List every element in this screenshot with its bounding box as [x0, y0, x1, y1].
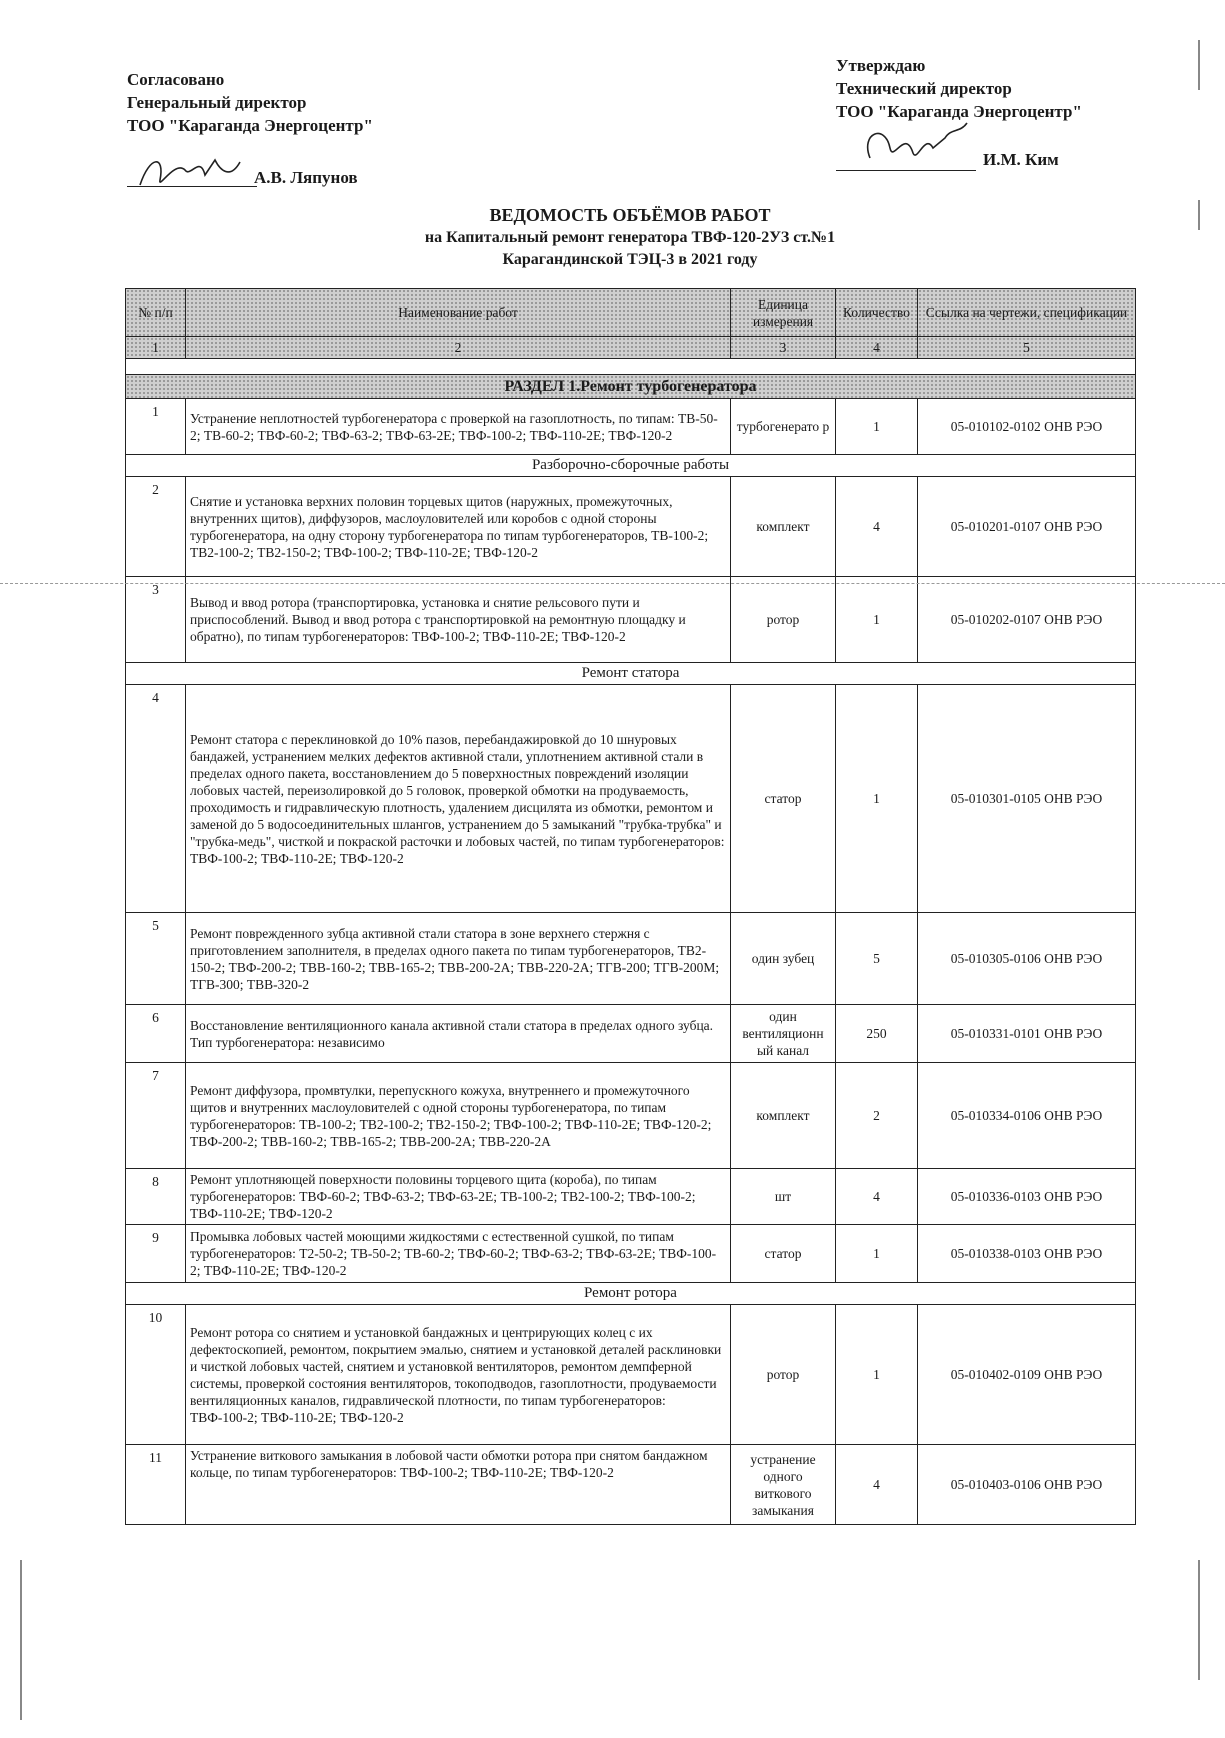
table-row: [126, 577, 1136, 663]
section-row: [126, 375, 1136, 399]
row-ref: 05-010336-0103 ОНВ РЭО: [918, 1169, 1136, 1225]
doc-subtitle-2: Карагандинской ТЭЦ-3 в 2021 году: [502, 251, 758, 268]
header-unit: Единица измерения: [731, 289, 836, 337]
row-number: 5: [126, 913, 186, 1005]
col-number: 4: [836, 337, 918, 359]
scan-margin-mark: [1198, 1560, 1200, 1680]
signature-left: [130, 150, 260, 195]
row-number: 11: [126, 1445, 186, 1525]
approval-right-line2: Технический директор: [836, 79, 1012, 98]
approval-right-line1: Утверждаю: [836, 56, 926, 75]
row-name: Промывка лобовых частей моющими жидкостями с естественной сушкой, по типам турбогенераторов: Т2-50-2; ТВ-50-2; ТВ-60-2; ТВФ-60-2; ТВФ-63-2; ТВФ-63-2Е; ТВФ-100-2; ТВФ-110-2Е; ТВФ-120-2: [186, 1225, 731, 1283]
table-row: [126, 477, 1136, 577]
row-number: 4: [126, 685, 186, 913]
row-name: Устранение виткового замыкания в лобовой части обмотки ротора при снятом бандажном кольце, по типам турбогенераторов: ТВФ-100-2; ТВФ-110-2Е; ТВФ-120-2: [186, 1445, 731, 1525]
table-row: [126, 1169, 1136, 1225]
row-qty: 2: [836, 1063, 918, 1169]
row-qty: 5: [836, 913, 918, 1005]
row-unit: ротор: [731, 1305, 836, 1445]
row-ref: 05-010338-0103 ОНВ РЭО: [918, 1225, 1136, 1283]
row-qty: 1: [836, 1225, 918, 1283]
row-unit: один вентиляционн ый канал: [731, 1005, 836, 1063]
row-name: Ремонт уплотняющей поверхности половины торцевого щита (короба), по типам турбогенераторов: ТВФ-60-2; ТВФ-63-2; ТВФ-63-2Е; ТВ-100-2; ТВ2-100-2; ТВФ-100-2; ТВФ-110-2Е; ТВФ-120-2: [186, 1169, 731, 1225]
table-row: [126, 1005, 1136, 1063]
row-number: 9: [126, 1225, 186, 1283]
approval-left-line1: Согласовано: [127, 70, 225, 89]
row-qty: 1: [836, 685, 918, 913]
spacer-row: [126, 359, 1136, 375]
approval-left: [127, 68, 373, 137]
row-qty: 1: [836, 399, 918, 455]
row-ref: 05-010102-0102 ОНВ РЭО: [918, 399, 1136, 455]
scan-margin-mark: [1198, 40, 1200, 90]
subsection-title: Разборочно-сборочные работы: [126, 455, 1136, 477]
row-name: Ремонт диффузора, промвтулки, перепускного кожуха, внутреннего и промежуточного щитов и внутренних маслоуловителей с одной стороны турбогенератора, по типам турбогенераторов: ТВ-100-2; ТВ2-100-2; ТВ2-150-2; ТВФ-100-2; ТВФ-110-2Е; ТВФ-120-2; ТВФ-200-2; ТВВ-160-2; ТВВ-165-2; ТВВ-200-2А; ТВВ-220-2А: [186, 1063, 731, 1169]
col-number: 3: [731, 337, 836, 359]
subsection-row: [126, 455, 1136, 477]
approval-left-line3: ТОО "Караганда Энергоцентр": [127, 116, 373, 135]
signature-right: [855, 118, 975, 178]
approval-left-line2: Генеральный директор: [127, 93, 307, 112]
subsection-title: Ремонт статора: [126, 663, 1136, 685]
col-number: 2: [186, 337, 731, 359]
row-number: 1: [126, 399, 186, 455]
table-row: [126, 1305, 1136, 1445]
row-qty: 4: [836, 1169, 918, 1225]
row-ref: 05-010305-0106 ОНВ РЭО: [918, 913, 1136, 1005]
approval-right-line3: ТОО "Караганда Энергоцентр": [836, 102, 1082, 121]
row-unit: статор: [731, 1225, 836, 1283]
table-header-row: [126, 289, 1136, 337]
row-number: 2: [126, 477, 186, 577]
col-number: 1: [126, 337, 186, 359]
row-unit: устранение одного виткового замыкания: [731, 1445, 836, 1525]
header-name: Наименование работ: [186, 289, 731, 337]
doc-subtitle-1: на Капитальный ремонт генератора ТВФ-120-2УЗ ст.№1: [424, 229, 836, 246]
signature-line-right: [836, 170, 976, 171]
row-unit: ротор: [731, 577, 836, 663]
row-unit: один зубец: [731, 913, 836, 1005]
row-name: Снятие и установка верхних половин торцевых щитов (наружных, промежуточных, внутренних щитов), диффузоров, маслоуловителей или коробов с одной стороны турбогенератора, на одну сторону турбогенератора по типам турбогенераторов, ТВ-100-2; ТВ2-100-2; ТВ2-150-2; ТВФ-100-2; ТВФ-110-2Е; ТВФ-120-2: [186, 477, 731, 577]
row-unit: турбогенерато р: [731, 399, 836, 455]
row-number: 3: [126, 577, 186, 663]
table-row: [126, 1225, 1136, 1283]
row-unit: комплект: [731, 1063, 836, 1169]
table-row: [126, 913, 1136, 1005]
row-number: 10: [126, 1305, 186, 1445]
row-name: Ремонт статора с переклиновкой до 10% пазов, перебандажировкой до 10 шнуровых бандажей, устранением мелких дефектов активной стали, уплотнением активной стали в пределах одного пакета, восстановлением до 5 поверхностных повреждений изоляции лобовых частей, переизолировкой до 5 головок, проверкой обмотки на продуваемость, проходимость и гидравлическую плотность, удалением дисцилята из обмотки, ремонтом и заменой до 5 водосоединительных шлангов, устранением до 5 замыканий "трубка-трубка" и "трубка-медь", чисткой и покраской расточки и лобовых частей, по типам турбогенераторов: ТВФ-100-2; ТВФ-110-2Е; ТВФ-120-2: [186, 685, 731, 913]
row-ref: 05-010201-0107 ОНВ РЭО: [918, 477, 1136, 577]
row-number: 6: [126, 1005, 186, 1063]
signature-line-left: [127, 186, 257, 187]
row-unit: комплект: [731, 477, 836, 577]
section-title: РАЗДЕЛ 1.Ремонт турбогенератора: [126, 375, 1136, 399]
row-name: Ремонт поврежденного зубца активной стали статора в зоне верхнего стержня с приготовлением заполнителя, в пределах одного пакета по типам турбогенераторов, ТВ2-150-2; ТВФ-200-2; ТВВ-160-2; ТВВ-165-2; ТВВ-200-2А; ТВВ-220-2А; ТГВ-200; ТГВ-200М; ТГВ-300; ТВВ-320-2: [186, 913, 731, 1005]
approval-right-signer: И.М. Ким: [983, 150, 1059, 169]
table-row: [126, 1063, 1136, 1169]
works-table: [125, 288, 1136, 1525]
row-name: Восстановление вентиляционного канала активной стали статора в пределах одного зубца. Тип турбогенератора: независимо: [186, 1005, 731, 1063]
row-name: Ремонт ротора со снятием и установкой бандажных и центрирующих колец с их дефектоскопией, ремонтом, покрытием эмалью, снятием и установкой деталей расклиновки и чисткой лобовых частей, снятием и установкой вентиляторов, ремонтом демпферной системы, проверкой состояния вентиляторов, токоподводов, газоплотности, продуваемости вентиляционных каналов, гидравлической плотности, по типам турбогенераторов: ТВФ-100-2; ТВФ-110-2Е; ТВФ-120-2: [186, 1305, 731, 1445]
col-number: 5: [918, 337, 1136, 359]
subsection-title: Ремонт ротора: [126, 1283, 1136, 1305]
row-ref: 05-010331-0101 ОНВ РЭО: [918, 1005, 1136, 1063]
subsection-row: [126, 1283, 1136, 1305]
row-ref: 05-010301-0105 ОНВ РЭО: [918, 685, 1136, 913]
row-qty: 4: [836, 1445, 918, 1525]
row-number: 7: [126, 1063, 186, 1169]
row-ref: 05-010202-0107 ОНВ РЭО: [918, 577, 1136, 663]
row-ref: 05-010402-0109 ОНВ РЭО: [918, 1305, 1136, 1445]
table-row: [126, 685, 1136, 913]
header-qty: Количество: [836, 289, 918, 337]
row-unit: шт: [731, 1169, 836, 1225]
row-name: Вывод и ввод ротора (транспортировка, установка и снятие рельсового пути и приспособлений. Вывод и ввод ротора с транспортировкой на ремонтную площадку и обратно), по типам турбогенераторов: ТВФ-100-2; ТВФ-110-2Е; ТВФ-120-2: [186, 577, 731, 663]
row-unit: статор: [731, 685, 836, 913]
subsection-row: [126, 663, 1136, 685]
scan-fold-line: [0, 583, 1225, 584]
row-ref: 05-010334-0106 ОНВ РЭО: [918, 1063, 1136, 1169]
header-num: № п/п: [126, 289, 186, 337]
approval-right: [836, 54, 1082, 123]
table-row: [126, 399, 1136, 455]
header-ref: Ссылка на чертежи, спецификации: [918, 289, 1136, 337]
row-ref: 05-010403-0106 ОНВ РЭО: [918, 1445, 1136, 1525]
approval-left-signer: А.В. Ляпунов: [254, 168, 358, 187]
doc-title: ВЕДОМОСТЬ ОБЪЁМОВ РАБОТ: [489, 205, 771, 225]
row-qty: 4: [836, 477, 918, 577]
row-name: Устранение неплотностей турбогенератора с проверкой на газоплотность, по типам: ТВ-50-2; ТВ-60-2; ТВФ-60-2; ТВФ-63-2; ТВФ-63-2Е; ТВФ-100-2; ТВФ-110-2Е; ТВФ-120-2: [186, 399, 731, 455]
table-row: [126, 1445, 1136, 1525]
scan-margin-mark: [1198, 200, 1200, 230]
row-qty: 1: [836, 577, 918, 663]
scan-margin-mark: [20, 1560, 22, 1720]
row-number: 8: [126, 1169, 186, 1225]
row-qty: 1: [836, 1305, 918, 1445]
column-numbers-row: [126, 337, 1136, 359]
row-qty: 250: [836, 1005, 918, 1063]
